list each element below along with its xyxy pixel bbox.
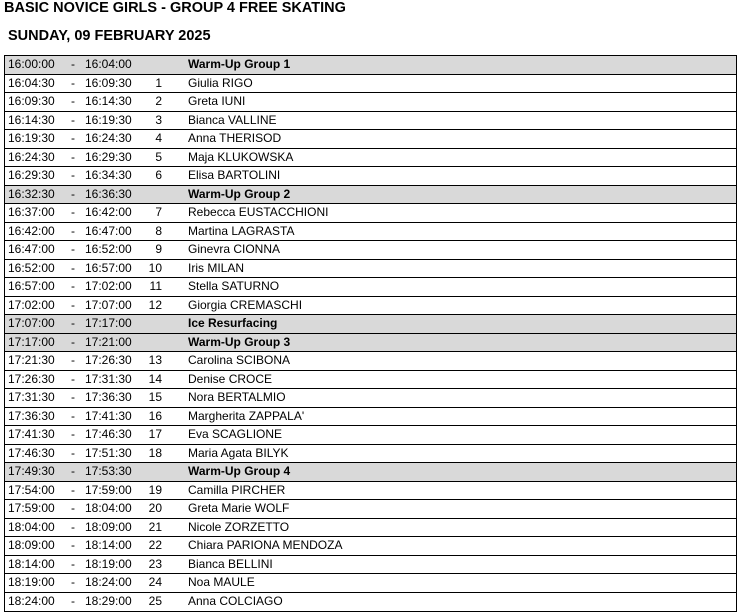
skater-name: Bianca VALLINE [188,112,277,127]
time-separator: - [71,501,75,515]
time-separator: - [71,94,75,108]
skater-name: Rebecca EUSTACCHIONI [188,205,329,219]
start-time: 17:59:00 [8,501,55,515]
start-time: 18:19:00 [8,575,55,589]
start-number: 19 [148,482,162,497]
time-separator: - [71,334,75,349]
page-title: BASIC NOVICE GIRLS - GROUP 4 FREE SKATING [4,0,346,16]
start-time: 17:21:30 [8,353,55,367]
start-time: 17:46:30 [8,445,55,460]
start-time: 16:32:30 [8,186,55,201]
start-time: 18:24:00 [8,593,55,608]
end-time: 18:09:00 [85,519,132,534]
skater-name: Carolina SCIBONA [188,353,291,367]
time-separator: - [71,149,75,164]
schedule-row [5,167,736,186]
start-number: 16 [148,408,162,423]
event-date: SUNDAY, 09 FEBRUARY 2025 [8,28,211,44]
end-time: 16:19:30 [85,112,132,127]
start-time: 17:49:30 [8,464,55,478]
schedule-row [5,408,736,427]
start-time: 16:47:00 [8,242,55,256]
end-time: 16:29:30 [85,149,132,164]
skater-name: Greta Marie WOLF [188,501,290,515]
end-time: 16:47:00 [85,223,132,238]
skater-name: Maria Agata BILYK [188,445,289,460]
skater-name: Maja KLUKOWSKA [188,149,294,164]
schedule-section-row [5,56,736,75]
schedule-row [5,426,736,445]
skater-name: Nora BERTALMIO [188,390,286,404]
schedule-row [5,130,736,149]
end-time: 16:04:00 [85,57,132,71]
time-separator: - [71,223,75,238]
start-number: 18 [148,445,162,460]
schedule-section-row [5,334,736,353]
time-separator: - [71,371,75,386]
start-number: 21 [148,519,162,534]
end-time: 16:57:00 [85,260,132,275]
start-number: 23 [148,556,162,571]
start-time: 17:17:00 [8,334,55,349]
start-time: 16:19:30 [8,131,55,145]
start-number: 6 [155,168,162,182]
end-time: 17:26:30 [85,353,132,367]
schedule-row [5,204,736,223]
time-separator: - [71,260,75,275]
time-separator: - [71,390,75,404]
skater-name: Camilla PIRCHER [188,482,286,497]
start-number: 22 [148,538,162,552]
start-number: 10 [148,260,162,275]
end-time: 17:53:30 [85,464,132,478]
start-time: 16:42:00 [8,223,55,238]
skater-name: Ginevra CIONNA [188,242,281,256]
schedule-row [5,556,736,575]
start-time: 16:14:30 [8,112,55,127]
schedule-section-row [5,315,736,334]
end-time: 17:02:00 [85,279,132,293]
start-time: 16:04:30 [8,75,55,90]
end-time: 17:21:00 [85,334,132,349]
time-separator: - [71,131,75,145]
time-separator: - [71,242,75,256]
time-separator: - [71,575,75,589]
schedule-section-row [5,186,736,205]
schedule-row [5,112,736,131]
schedule-row [5,93,736,112]
start-number: 3 [155,112,162,127]
schedule-row [5,389,736,408]
start-number: 1 [155,75,162,90]
skater-name: Bianca BELLINI [188,556,273,571]
end-time: 16:14:30 [85,94,132,108]
start-time: 17:02:00 [8,297,55,312]
section-label: Warm-Up Group 3 [188,334,291,349]
start-time: 17:31:30 [8,390,55,404]
skater-name: Denise CROCE [188,371,273,386]
schedule-row [5,352,736,371]
start-time: 16:00:00 [8,57,55,71]
start-number: 5 [155,149,162,164]
end-time: 16:09:30 [85,75,132,90]
time-separator: - [71,464,75,478]
skater-name: Martina LAGRASTA [188,223,295,238]
time-separator: - [71,408,75,423]
start-time: 17:07:00 [8,316,55,330]
section-label: Warm-Up Group 4 [188,464,291,478]
end-time: 18:04:00 [85,501,132,515]
schedule-row [5,574,736,593]
skater-name: Chiara PARIONA MENDOZA [188,538,343,552]
start-number: 15 [148,390,162,404]
time-separator: - [71,279,75,293]
end-time: 16:34:30 [85,168,132,182]
skater-name: Elisa BARTOLINI [188,168,281,182]
skater-name: Greta IUNI [188,94,246,108]
end-time: 18:19:00 [85,556,132,571]
end-time: 17:41:30 [85,408,132,423]
start-time: 17:41:30 [8,427,55,441]
skater-name: Iris MILAN [188,260,245,275]
start-time: 16:52:00 [8,260,55,275]
schedule-row [5,241,736,260]
end-time: 17:46:30 [85,427,132,441]
schedule-row [5,371,736,390]
schedule-row [5,75,736,94]
end-time: 17:17:00 [85,316,132,330]
start-number: 9 [155,242,162,256]
time-separator: - [71,445,75,460]
start-time: 17:54:00 [8,482,55,497]
start-time: 18:09:00 [8,538,55,552]
start-number: 17 [148,427,162,441]
time-separator: - [71,205,75,219]
start-time: 17:36:30 [8,408,55,423]
time-separator: - [71,482,75,497]
schedule-row [5,260,736,279]
start-time: 16:57:00 [8,279,55,293]
time-separator: - [71,75,75,90]
end-time: 16:42:00 [85,205,132,219]
start-number: 2 [155,94,162,108]
schedule-row [5,223,736,242]
start-number: 8 [155,223,162,238]
start-number: 4 [155,131,162,145]
section-label: Warm-Up Group 2 [188,186,291,201]
time-separator: - [71,316,75,330]
start-number: 14 [148,371,162,386]
skater-name: Eva SCAGLIONE [188,427,283,441]
start-number: 25 [148,593,162,608]
schedule-row [5,482,736,501]
end-time: 17:36:30 [85,390,132,404]
start-time: 16:37:00 [8,205,55,219]
schedule-row [5,537,736,556]
time-separator: - [71,353,75,367]
start-time: 18:04:00 [8,519,55,534]
time-separator: - [71,556,75,571]
time-separator: - [71,168,75,182]
start-number: 12 [148,297,162,312]
skater-name: Nicole ZORZETTO [188,519,290,534]
schedule-row [5,500,736,519]
skater-name: Anna COLCIAGO [188,593,283,608]
end-time: 18:24:00 [85,575,132,589]
start-time: 16:24:30 [8,149,55,164]
end-time: 18:29:00 [85,593,132,608]
end-time: 18:14:00 [85,538,132,552]
schedule-row [5,593,736,612]
time-separator: - [71,57,75,71]
start-time: 18:14:00 [8,556,55,571]
time-separator: - [71,519,75,534]
start-number: 7 [155,205,162,219]
skater-name: Giorgia CREMASCHI [188,297,303,312]
end-time: 17:31:30 [85,371,132,386]
schedule-row [5,297,736,316]
skater-name: Noa MAULE [188,575,255,589]
start-number: 13 [148,353,162,367]
skater-name: Stella SATURNO [188,279,280,293]
start-time: 16:29:30 [8,168,55,182]
end-time: 16:24:30 [85,131,132,145]
schedule-row [5,519,736,538]
skater-name: Giulia RIGO [188,75,253,90]
start-number: 11 [149,279,162,293]
time-separator: - [71,538,75,552]
schedule-table [4,55,737,612]
skater-name: Margherita ZAPPALA' [188,408,305,423]
time-separator: - [71,427,75,441]
start-time: 17:26:30 [8,371,55,386]
schedule-row [5,149,736,168]
end-time: 17:59:00 [85,482,132,497]
time-separator: - [71,112,75,127]
section-label: Ice Resurfacing [188,316,278,330]
schedule-row [5,445,736,464]
schedule-section-row [5,463,736,482]
start-number: 20 [148,501,162,515]
time-separator: - [71,593,75,608]
end-time: 17:51:30 [85,445,132,460]
skater-name: Anna THERISOD [188,131,282,145]
end-time: 17:07:00 [85,297,132,312]
schedule-row [5,278,736,297]
end-time: 16:52:00 [85,242,132,256]
start-number: 24 [148,575,162,589]
time-separator: - [71,297,75,312]
time-separator: - [71,186,75,201]
end-time: 16:36:30 [85,186,132,201]
section-label: Warm-Up Group 1 [188,57,291,71]
start-time: 16:09:30 [8,94,55,108]
